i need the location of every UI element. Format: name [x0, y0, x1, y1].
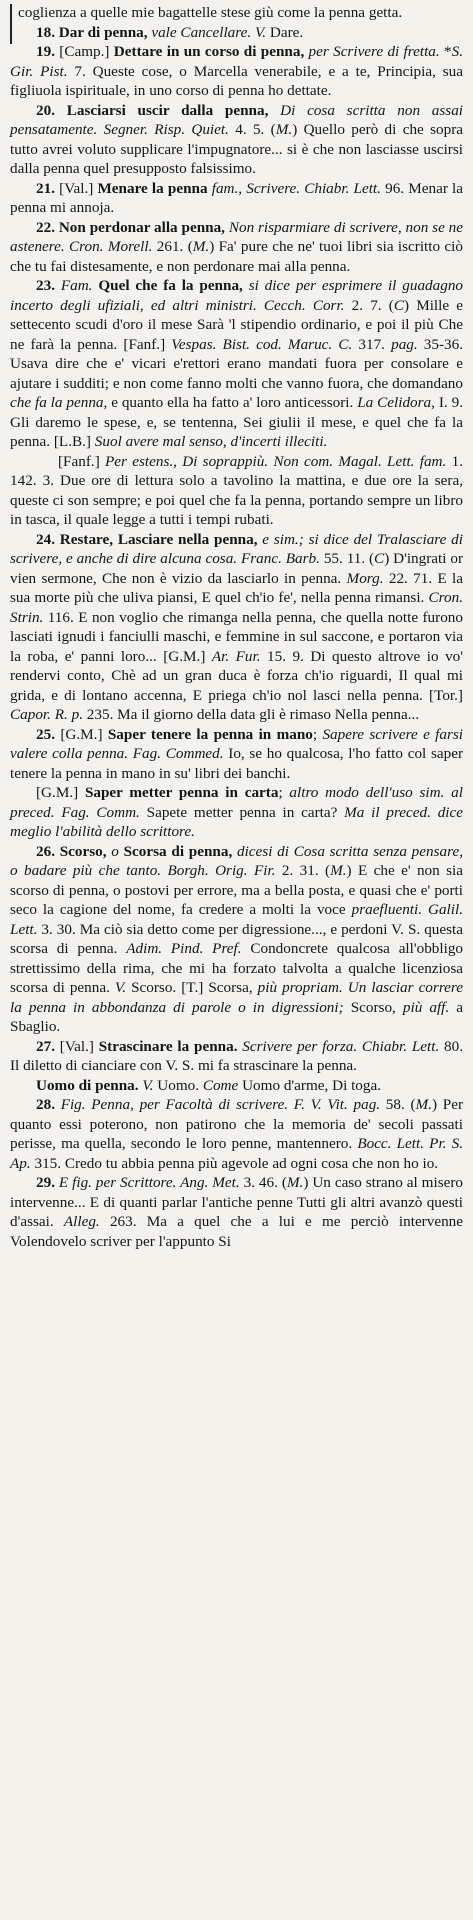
italic-text: M. — [286, 1174, 304, 1191]
italic-text: fam., Scrivere. Chiabr. Lett. — [211, 179, 386, 197]
entry-text: 2. 7. ( — [351, 296, 394, 314]
italic-text: Morg. — [346, 569, 389, 587]
entry-text: ; — [278, 784, 290, 801]
entry-headword: Dar di penna, — [58, 23, 152, 41]
dictionary-entry — [10, 1076, 463, 1096]
entry-text: [Val.] — [59, 179, 98, 197]
entry-text: 1. 142. 3. Due ore di lettura solo a tavolino la mattina, e due ore la sera, queste ci son sempre; e poi quel che fa la penna, portando sempre un libro in tasca, il quale legge a tutti i tempi rubati. — [10, 452, 463, 528]
italic-text: per Scrivere di fretta. — [308, 43, 445, 60]
italic-text: M. — [415, 1096, 432, 1113]
entry-number: 28. — [36, 1096, 61, 1113]
entry-number: 22. — [36, 218, 59, 236]
italic-text: più propriam. Un lasciar correre la penna in abbondanza di parole o in digressioni; — [10, 979, 463, 1016]
italic-text: o — [111, 842, 124, 860]
italic-text: Fig. Penna, per Facoltà di scrivere. F. V. Vit. pag. — [60, 1096, 386, 1113]
entry-text: 261. ( — [156, 238, 193, 255]
entry-headword: Uomo di penna. — [36, 1076, 143, 1094]
entry-text: coglienza a quelle mie bagattelle stese giù come la penna getta. — [18, 4, 403, 21]
entry-headword: Scorsa di penna, — [123, 842, 237, 860]
entry-text: 80. Il diletto di cianciare con V. S. mi fa strascinare la penna. — [10, 1037, 463, 1074]
entry-text: Scorso, — [350, 998, 403, 1016]
dictionary-entry — [10, 1037, 463, 1076]
italic-text: C — [393, 296, 404, 314]
dictionary-entry — [10, 101, 463, 179]
entry-text: ) E che e' non sia scorso di penna, o postovi per errore, ma a bella posta, e quasi che e' porti seco la cagione del nome, fa credere a molti la voce — [10, 862, 464, 918]
entry-number: 18. — [36, 23, 59, 41]
italic-text: Alleg. — [63, 1213, 110, 1230]
entry-number: 26. — [36, 842, 60, 860]
entry-text: 116. E non voglio che rimanga nella penna, che quella notte furono lasciati ignudi i fanciulli maschi, e femmine in sul saccone, e portaron via la roba, e' panni loro... [G.M.] — [10, 608, 463, 665]
italic-text: Vespas. Bist. cod. Maruc. C. — [171, 335, 359, 353]
entry-number: 27. — [36, 1037, 60, 1055]
italic-text: praefluenti. Galil. Lett. — [10, 901, 464, 938]
italic-text: M. — [275, 121, 293, 138]
italic-text: Ma il preced. dice meglio l'abilità dello scrittore. — [10, 803, 463, 840]
entry-text: , e quanto ella ha fatto a' loro anticessori. — [103, 394, 358, 411]
dictionary-entry — [10, 842, 463, 1037]
entry-text: 7. Queste cose, o Marcella venerabile, e a te, Principia, sua figliuola ispirituale, in uno corso di penna ho dettate. — [10, 62, 463, 99]
italic-text: Bocc. Lett. Pr. S. Ap. — [10, 1135, 464, 1172]
dictionary-entry — [10, 3, 463, 23]
italic-text: che fa la penna — [10, 394, 104, 411]
entry-headword: Restare, Lasciare nella penna, — [59, 530, 263, 548]
entry-text: ) D'ingrati or vien sermone, Che non è vizio da lasciarlo in penna. — [10, 550, 464, 587]
italic-text: Come — [202, 1076, 243, 1094]
entry-text: [G.M.] — [60, 725, 108, 743]
entry-text: 315. Credo tu abbia penna più agevole ad ogni cosa che non ho io. — [34, 1154, 439, 1172]
entry-text: * — [444, 43, 452, 60]
dictionary-entry — [10, 530, 463, 725]
entry-text: ) Fa' pure che ne' tuoi libri sia iscritto ciò che tu fai distesamente, e non perdonare mai alla penna. — [10, 238, 463, 275]
entry-text: a Sbaglio. — [10, 998, 463, 1035]
column-rule — [10, 4, 12, 44]
italic-text: Fam. — [60, 277, 99, 294]
dictionary-entry — [10, 725, 463, 784]
entry-text: Scorso. [T.] Scorsa, — [131, 979, 258, 996]
entry-headword: Quel che fa la penna, — [98, 277, 249, 294]
dictionary-entry — [10, 1095, 463, 1173]
entry-text: 15. 9. Di questo altrove io vo' rendervi conto, Chè ad un gran duca è forza ch'io riguardi, Il qual mi grida, e di lontano accenna, E priega ch'io nol lasci nella penna. [Tor.] — [10, 647, 463, 704]
italic-text: vale Cancellare. V. — [151, 23, 270, 41]
entry-text: 96. Menar la penna mi annoja. — [10, 179, 463, 216]
entry-text: 58. ( — [385, 1096, 416, 1113]
entry-text: 3. 30. Ma ciò sia detto come per digressione..., e perdoni V. S. questa scorsa di penna. — [10, 920, 463, 957]
entry-text: 2. 31. ( — [281, 862, 331, 879]
entry-text: ) Mille e settecento scudi d'oro il mese Sarà 'l stipendio ordinario, e poi il più Che ne farà la penna. [Fanf.] — [10, 296, 463, 353]
entry-text: Io, se ho qualcosa, l'ho fatto col saper tenere la penna in mano in su' libri dei banchi. — [10, 745, 464, 782]
italic-text: M. — [330, 862, 347, 879]
entry-text: 4. 5. ( — [235, 121, 276, 138]
entry-headword: Menare la penna — [97, 179, 212, 197]
entry-headword: Dettare in un corso di penna, — [113, 43, 309, 60]
entry-number: 24. — [36, 530, 60, 548]
entry-text: 235. Ma il giorno della data gli è rimaso Nella penna... — [86, 706, 420, 723]
italic-text: più aff. — [402, 998, 457, 1016]
italic-text: pag. — [391, 335, 424, 353]
entry-text: I. 9. Gli daremo le spese, e, se tentenna, Sei giulii il mese, e quel che fa la penna. [L.B.] — [10, 394, 463, 450]
dictionary-entry — [10, 23, 463, 43]
italic-text: V. — [142, 1076, 158, 1094]
entry-headword: Saper metter penna in carta — [84, 784, 279, 801]
dictionary-entry — [10, 452, 463, 530]
italic-text: E fig. per Scrittore. Ang. Met. — [58, 1174, 244, 1191]
entry-text: ) Quello però di che sopra tutto avrei voluto supplicare l'impugnatore... si è che non lasciasse uscirsi dalla penna quel presupposto falsissimo. — [10, 121, 464, 177]
italic-text: Scrivere per forza. Chiabr. Lett. — [242, 1037, 445, 1055]
entry-number: 25. — [36, 725, 61, 743]
italic-text: si dice per esprimere il guadagno incerto degli ufiziali, ed altri ministri. Cecch. Corr. — [10, 277, 464, 314]
entry-number: 23. — [36, 277, 61, 294]
entry-text: 35-36. Usava dire che e' vicari e'rettori erano mandati fuora per consolare e ajutare i sudditi; e non come fanno molti che vanno fuora, che domandano — [10, 335, 464, 392]
entry-headword: Lasciarsi uscir dalla penna, — [66, 101, 281, 119]
entry-headword: Saper tenere la penna in mano — [107, 725, 313, 743]
entry-number: 21. — [36, 179, 60, 197]
entry-headword: Scorso, — [59, 842, 112, 860]
entry-number: 29. — [36, 1174, 59, 1191]
dictionary-entries — [10, 3, 463, 1251]
entry-number: 20. — [36, 101, 67, 119]
dictionary-entry — [10, 276, 463, 452]
entry-text: 55. 11. ( — [323, 550, 375, 567]
entry-text: Uomo d'arme, Di toga. — [242, 1076, 382, 1094]
entry-text: ) Un caso strano al misero intervenne... E di quanti parlar l'antiche penne Tutti gli altri avanzò questi d'assai. — [10, 1174, 464, 1230]
entry-text: Uomo. — [157, 1076, 203, 1094]
italic-text: Suol avere mal senso, d'incerti illeciti. — [94, 433, 328, 450]
entry-text: [G.M.] — [36, 784, 85, 801]
entry-text: ; — [312, 725, 323, 743]
italic-text: V. — [114, 979, 132, 996]
entry-text: ) Per quanto essi poterono, non patirono che la memoria de' secoli passati perisse, ma quella, secondo le loro penne, mantennero. — [10, 1096, 464, 1152]
italic-text: e sim.; si dice del Tralasciare di scrivere, e anche di dire alcuna cosa. Franc. Barb. — [10, 530, 463, 567]
italic-text: dicesi di Cosa scritta senza pensare, o badare più che tanto. Borgh. Orig. Fir. — [10, 842, 463, 879]
entry-text: Condoncrete qualcosa all'obbligo strettissimo della rima, che mi ha forzato talvolta a qualche licenziosa scorsa di penna. — [10, 940, 464, 996]
dictionary-entry — [10, 218, 463, 277]
entry-text: [Fanf.] — [58, 452, 106, 470]
entry-text: Sapete metter penna in carta? — [146, 803, 345, 821]
italic-text: Ar. Fur. — [211, 647, 268, 665]
dictionary-entry — [10, 179, 463, 218]
italic-text: Capor. R. p. — [10, 706, 87, 723]
italic-text: Adim. Pind. Pref. — [126, 940, 251, 957]
dictionary-entry — [10, 42, 463, 101]
entry-text: 22. 71. E la sua morte più che uliva piansi, E quel ch'io fe', nella penna rimansi. — [10, 569, 463, 606]
italic-text: Cron. Strin. — [10, 589, 463, 626]
entry-text: [Camp.] — [59, 43, 114, 60]
italic-text: La Celidora, — [357, 394, 439, 411]
entry-headword: Non perdonar alla penna, — [58, 218, 229, 236]
italic-text: altro modo dell'uso sim. al preced. Fag. Comm. — [10, 784, 463, 821]
entry-text: 263. Ma a quel che a lui e me perciò intervenne Volendovelo scriver per l'appunto Si — [10, 1213, 463, 1250]
italic-text: M. — [192, 238, 210, 255]
italic-text: Non risparmiare di scrivere, non se ne astenere. Cron. Morell. — [10, 218, 464, 255]
dictionary-entry — [10, 783, 463, 842]
entry-text: Dare. — [269, 23, 304, 41]
dictionary-entry — [10, 1173, 463, 1251]
entry-text: 3. 46. ( — [243, 1174, 287, 1191]
entry-number: 19. — [36, 43, 60, 60]
italic-text: C — [374, 550, 385, 567]
entry-text: 317. — [358, 335, 392, 353]
italic-text: Per estens., Di soprappiù. Non com. Magal. Lett. fam. — [105, 452, 452, 470]
italic-text: Sapere scrivere e farsi valere colla penna. Fag. Commed. — [10, 725, 464, 762]
entry-text: [Val.] — [59, 1037, 99, 1055]
italic-text: S. Gir. Pist. — [10, 43, 463, 80]
italic-text: Di cosa scritta non assai pensatamente. Segner. Risp. Quiet. — [10, 101, 464, 138]
entry-headword: Strascinare la penna. — [98, 1037, 243, 1055]
